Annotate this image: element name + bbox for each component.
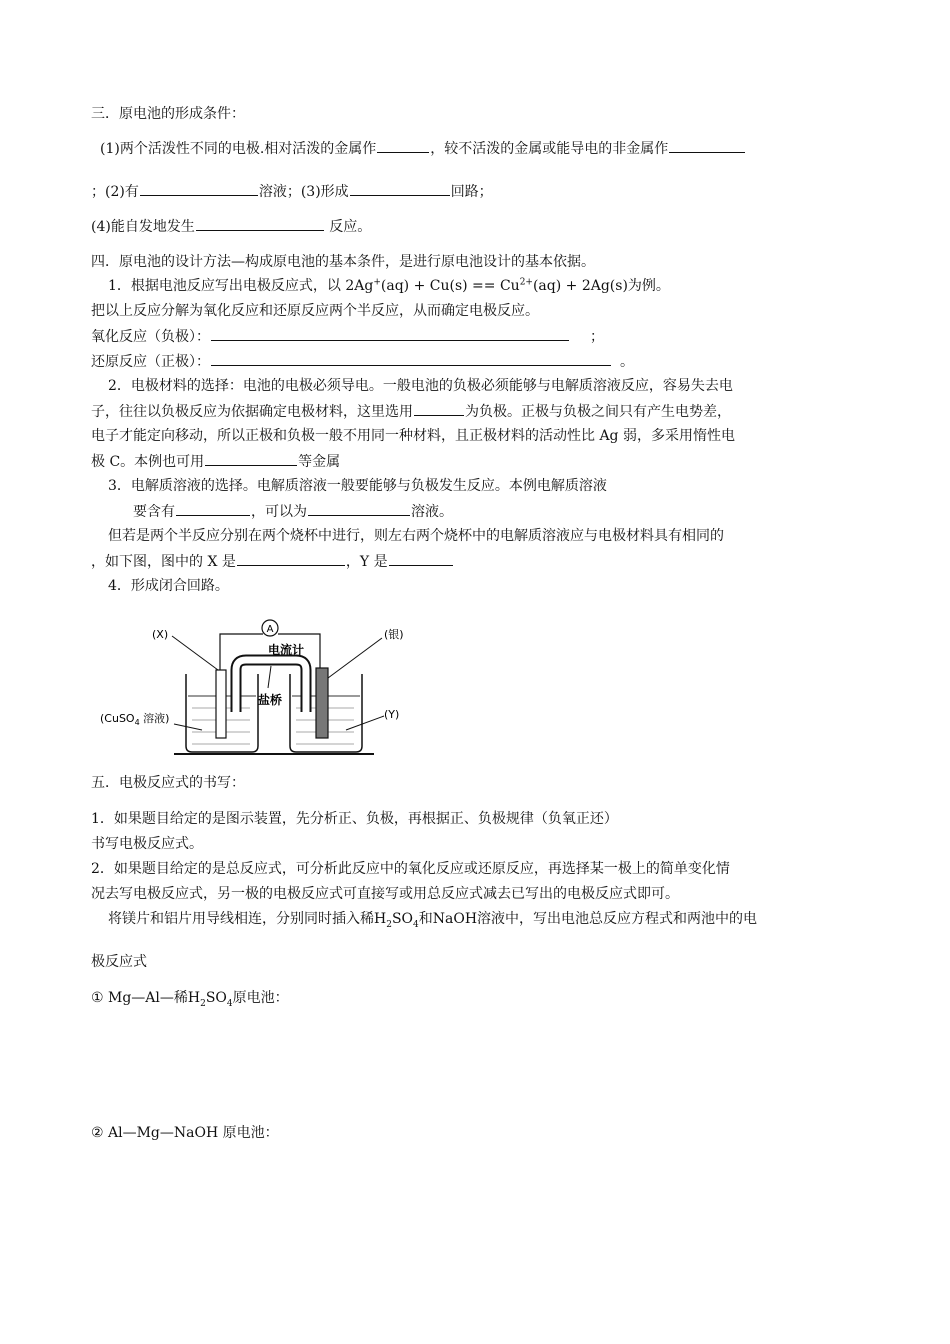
design-step-1-note: 把以上反应分解为氧化反应和还原反应两个半反应，从而确定电极反应。 [91,303,539,319]
section-5-title: 五．电极反应式的书写： [91,775,245,791]
exercise-intro: 将镁片和铝片用导线相连，分别同时插入稀$H_2SO_4$和NaOH溶液中，写出电池总反应方程式和两池中的电 [108,911,758,930]
left-electrode [216,670,226,738]
design-step-2a: 2．电极材料的选择：电池的电极必须导电。一般电池的负极必须能够与电解质溶液反应，容易失去电 [108,378,733,394]
section-4-title: 四．原电池的设计方法—构成原电池的基本条件，是进行原电池设计的基本依据。 [91,254,595,270]
writing-rule-1a: 1．如果题目给定的是图示装置，先分析正、负极，再根据正、负极规律（负氧正还） [91,811,618,827]
ammeter-label: 电流计 [267,643,305,657]
condition-1: (1)两个活泼性不同的电极.相对活泼的金属作 ，较不活泼的金属或能导电的非金属作 [100,138,746,159]
design-step-1: 1．根据电池反应写出电极反应式，以 $2Ag^+(aq) + Cu(s) == Cu^{2+}(aq) + 2Ag(s)$为例。 [108,277,670,294]
galvanic-cell-diagram [100,612,430,760]
salt-bridge-pointer [268,666,271,688]
label-x: (X) [152,628,169,641]
question-2: ② Al—Mg—NaOH 原电池： [91,1125,279,1141]
blank-positive-material[interactable] [669,138,745,153]
blank-ion[interactable] [176,501,250,516]
design-step-3b: 要含有 ，可以为 溶液。 [133,501,453,522]
blank-oxidation[interactable] [211,326,569,341]
design-step-3c: 但若是两个半反应分别在两个烧杯中进行，则左右两个烧杯中的电解质溶液应与电极材料具有相同的 [108,528,724,544]
label-cuso4: (CuSO$_4$ 溶液) [100,712,170,727]
blank-alt-metal[interactable] [205,451,297,466]
writing-rule-2a: 2．如果题目给定的是总反应式，可分析此反应中的氧化反应或还原反应，再选择某一极上的简单变化情 [91,861,730,877]
blank-negative-electrode[interactable] [414,401,464,416]
condition-4: (4)能自发地发生 反应。 [91,216,371,237]
design-step-3d: ，如下图，图中的 X 是 ，Y 是 [91,551,454,572]
blank-reaction-type[interactable] [196,216,324,231]
blank-x[interactable] [237,551,345,566]
blank-circuit[interactable] [350,181,450,196]
label-silver: (银) [384,628,404,641]
oxidation-line: 氧化反应（负极）： ； [91,326,604,347]
blank-solution[interactable] [308,501,410,516]
label-y: (Y) [384,708,400,721]
design-step-2c: 电子才能定向移动，所以正极和负极一般不用同一种材料，且正极材料的活动性比 Ag 弱，多采用惰性电 [91,428,735,444]
reduction-line: 还原反应（正极）： 。 [91,351,634,372]
design-step-3a: 3．电解质溶液的选择。电解质溶液一般要能够与负极发生反应。本例电解质溶液 [108,478,607,494]
blank-electrolyte[interactable] [140,181,258,196]
ammeter-symbol: A [266,624,274,635]
exercise-intro-end: 极反应式 [91,954,147,970]
writing-rule-1b: 书写电极反应式。 [91,836,203,852]
blank-negative-metal[interactable] [377,138,429,153]
question-1: ① Mg—Al—稀$H_2SO_4$原电池： [91,990,289,1009]
salt-bridge-label: 盐桥 [257,693,283,707]
blank-y[interactable] [389,551,453,566]
silver-electrode [316,668,328,738]
design-step-4: 4．形成闭合回路。 [108,578,229,594]
design-step-2b: 子，往往以负极反应为依据确定电极材料，这里选用 为负极。正极与负极之间只有产生电势差， [91,401,731,422]
writing-rule-2b: 况去写电极反应式，另一极的电极反应式可直接写或用总反应式减去已写出的电极反应式即可。 [91,886,679,902]
design-step-2d: 极 C。本例也可用 等金属 [91,451,340,472]
condition-2-3: ；(2)有 溶液；(3)形成 回路； [91,181,493,202]
section-3-title: 三．原电池的形成条件： [91,106,245,122]
blank-reduction[interactable] [211,351,611,366]
